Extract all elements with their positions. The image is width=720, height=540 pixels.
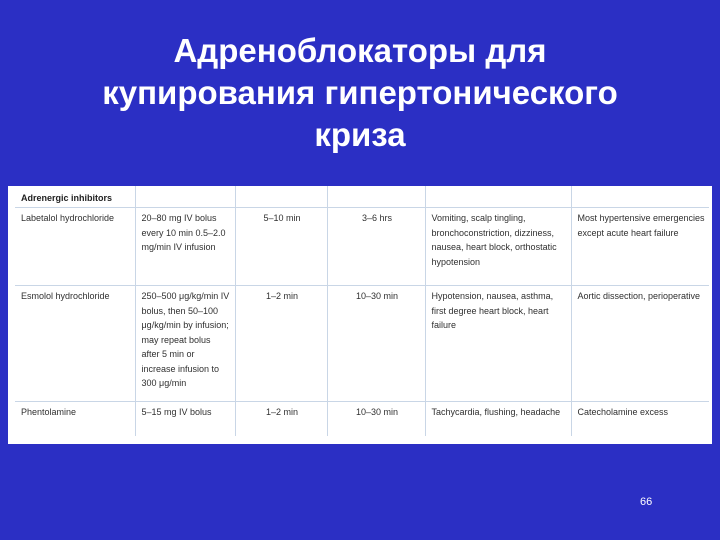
indications-cell: Catecholamine excess xyxy=(571,402,709,436)
adverse-effects-cell: Hypotension, nausea, asthma, first degree heart block, heart failure xyxy=(425,286,571,402)
indications-cell: Aortic dissection, perioperative xyxy=(571,286,709,402)
dose-cell: 20–80 mg IV bolus every 10 min 0.5–2.0 mg/min IV infusion xyxy=(135,208,235,286)
table-header-row xyxy=(15,186,709,208)
drug-cell: Labetalol hydrochloride xyxy=(15,208,135,286)
header-cell xyxy=(425,186,571,208)
drug-table-panel xyxy=(8,186,712,444)
title-line-3: криза xyxy=(314,116,406,153)
duration-cell: 10–30 min xyxy=(327,286,425,402)
table-row xyxy=(15,402,709,436)
table-row xyxy=(15,208,709,286)
title-line-2: купирования гипертонического xyxy=(102,74,618,111)
page-number: 66 xyxy=(640,496,653,508)
dose-cell: 250–500 μg/kg/min IV bolus, then 50–100 μg/kg/min by infusion; may repeat bolus after 5 min or increase infusion to 300 μg/min xyxy=(135,286,235,402)
slide-title xyxy=(0,30,720,156)
adrenergic-inhibitors-table xyxy=(15,186,709,436)
duration-cell: 10–30 min xyxy=(327,402,425,436)
header-cell xyxy=(235,186,327,208)
adverse-effects-cell: Tachycardia, flushing, headache xyxy=(425,402,571,436)
adverse-effects-cell: Vomiting, scalp tingling, bronchoconstriction, dizziness, nausea, heart block, orthostatic hypotension xyxy=(425,208,571,286)
duration-cell: 3–6 hrs xyxy=(327,208,425,286)
title-line-1: Адреноблокаторы для xyxy=(173,32,547,69)
onset-cell: 5–10 min xyxy=(235,208,327,286)
onset-cell: 1–2 min xyxy=(235,286,327,402)
header-cell xyxy=(327,186,425,208)
header-cell xyxy=(571,186,709,208)
header-cell xyxy=(135,186,235,208)
table-row xyxy=(15,286,709,402)
indications-cell: Most hypertensive emergencies except acute heart failure xyxy=(571,208,709,286)
drug-cell: Esmolol hydrochloride xyxy=(15,286,135,402)
section-header-cell: Adrenergic inhibitors xyxy=(21,193,113,203)
onset-cell: 1–2 min xyxy=(235,402,327,436)
drug-cell: Phentolamine xyxy=(15,402,135,436)
dose-cell: 5–15 mg IV bolus xyxy=(135,402,235,436)
